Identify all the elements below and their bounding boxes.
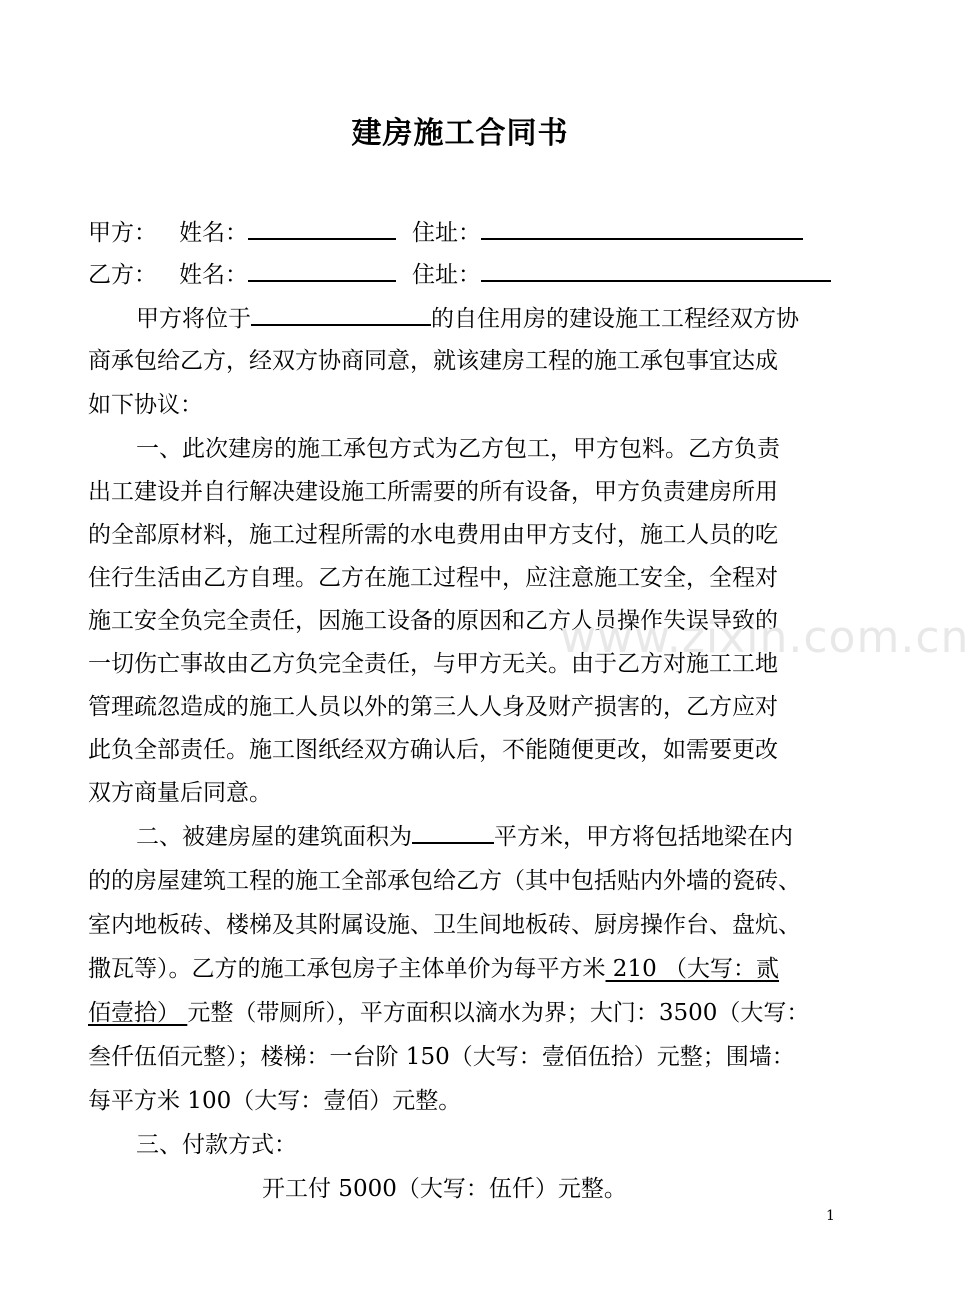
intro-line-2: 商承包给乙方，经双方协商同意，就该建房工程的施工承包事宜达成 <box>88 348 778 374</box>
clause1-line: 双方商量后同意。 <box>88 780 272 806</box>
intro-text-b: 的自住用房的建设施工工程经双方协 <box>431 306 799 332</box>
clause2-line-2: 的的房屋建筑工程的施工全部承包给乙方（其中包括贴内外墙的瓷砖、 <box>88 868 801 894</box>
unit-price-underlined: 210 （大写：贰 <box>605 956 780 982</box>
clause1-line: 住行生活由乙方自理。乙方在施工过程中，应注意施工安全，全程对 <box>88 565 778 591</box>
party-b-name-blank <box>248 260 396 282</box>
clause2-line-4 <box>88 954 779 984</box>
clause2-text-b: 平方米，甲方将包括地梁在内 <box>494 824 793 850</box>
party-a-line <box>88 218 803 248</box>
clause2-line-3: 室内地板砖、楼梯及其附属设施、卫生间地板砖、厨房操作台、盘炕、 <box>88 912 801 938</box>
clause2-line-5 <box>88 998 809 1028</box>
party-b-label: 乙方： <box>88 262 157 288</box>
clause1-text: 一、此次建房的施工承包方式为乙方包工，甲方包料。乙方负责 <box>136 436 780 462</box>
clause1-line: 施工安全负完全责任，因施工设备的原因和乙方人员操作失误导致的 <box>88 608 778 634</box>
party-b-name-label: 姓名： <box>179 262 248 288</box>
clause2-line-1 <box>88 822 793 852</box>
clause2-text-a: 二、被建房屋的建筑面积为 <box>136 824 412 850</box>
clause1-line: 此负全部责任。施工图纸经双方确认后，不能随便更改，如需要更改 <box>88 737 778 763</box>
clause3-heading: 三、付款方式： <box>136 1132 297 1158</box>
page-number: 1 <box>826 1208 835 1224</box>
location-blank <box>251 304 431 326</box>
intro-text-a: 甲方将位于 <box>136 306 251 332</box>
intro-line-1 <box>88 304 799 334</box>
party-b-line <box>88 260 831 290</box>
party-a-address-blank <box>481 218 803 240</box>
unit-price-underlined-cont: 佰壹拾） <box>88 1000 188 1026</box>
clause1-line: 管理疏忽造成的施工人员以外的第三人人身及财产损害的，乙方应对 <box>88 694 778 720</box>
party-a-name-blank <box>248 218 396 240</box>
clause3-heading-line <box>88 1130 297 1160</box>
document-title: 建房施工合同书 <box>351 116 569 151</box>
clause1-line: 出工建设并自行解决建设施工所需要的所有设备，甲方负责建房所用 <box>88 479 778 505</box>
clause2-text-c: 撒瓦等）。乙方的施工承包房子主体单价为每平方米 <box>88 956 606 982</box>
party-b-address-label: 住址： <box>412 262 481 288</box>
party-b-address-blank <box>481 260 831 282</box>
clause2-line-7: 每平方米 100（大写：壹佰）元整。 <box>88 1088 462 1114</box>
clause1-line: 一切伤亡事故由乙方负完全责任，与甲方无关。由于乙方对施工工地 <box>88 651 778 677</box>
clause1-line: 的全部原材料，施工过程所需的水电费用由甲方支付，施工人员的吃 <box>88 522 778 548</box>
party-a-address-label: 住址： <box>412 220 481 246</box>
intro-line-3: 如下协议： <box>88 392 203 418</box>
party-a-name-label: 姓名： <box>179 220 248 246</box>
watermark: www.zixin.com.cn <box>560 612 969 663</box>
clause2-text-d: 元整（带厕所），平方面积以滴水为界；大门：3500（大写： <box>187 1000 810 1026</box>
clause1-line <box>88 434 780 464</box>
clause3-item-1: 开工付 5000（大写：伍仟）元整。 <box>262 1176 627 1202</box>
clause2-line-6: 叁仟伍佰元整）；楼梯：一台阶 150（大写：壹佰伍拾）元整；围墙： <box>88 1044 795 1070</box>
party-a-label: 甲方： <box>88 220 157 246</box>
area-blank <box>412 822 494 844</box>
